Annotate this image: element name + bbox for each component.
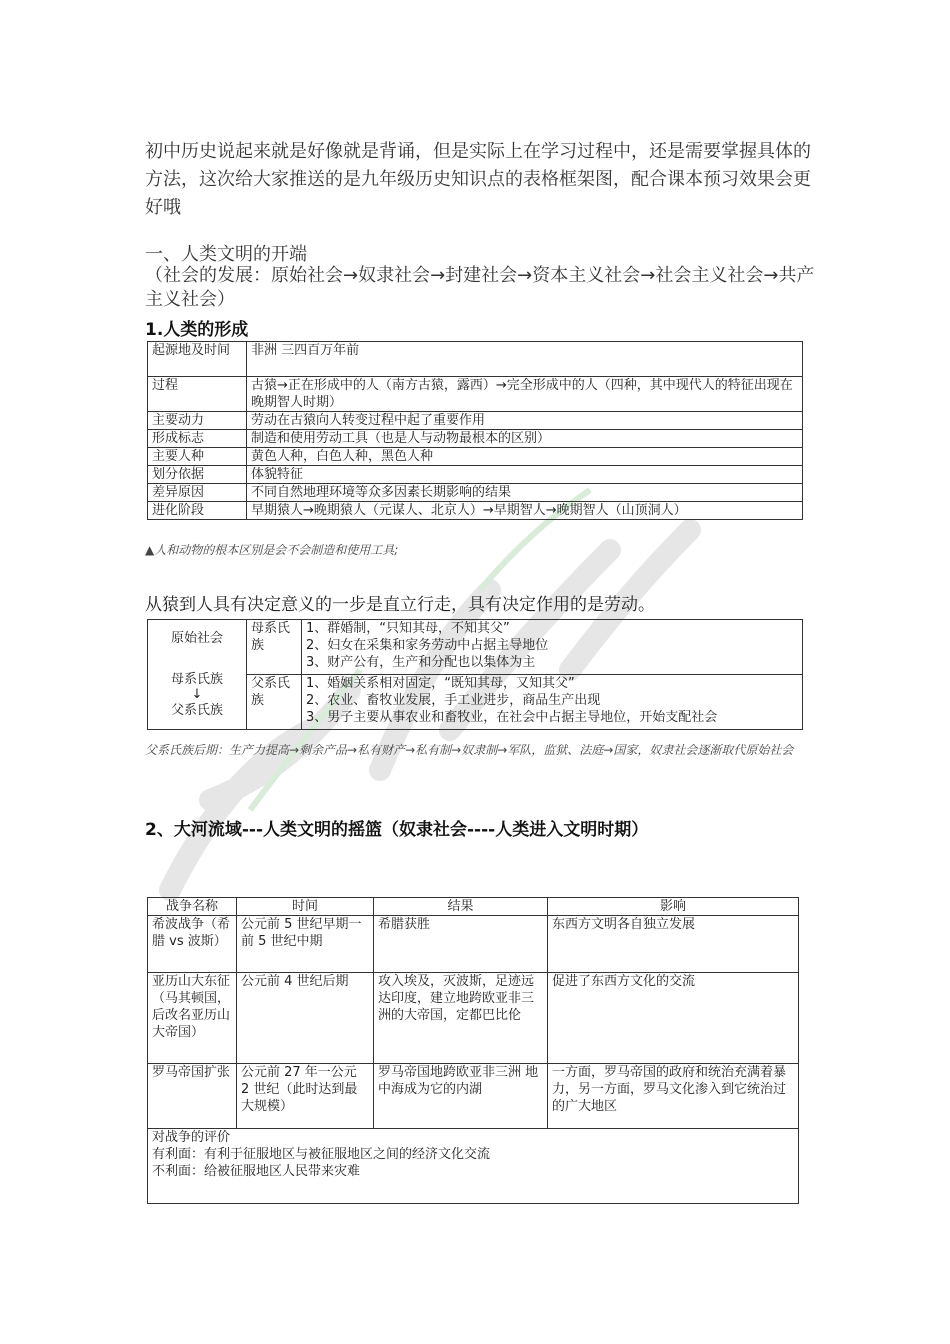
table-footnote: ▲人和动物的根本区别是会不会制造和使用工具;	[145, 543, 399, 557]
key-statement: 从猿到人具有决定意义的一步是直立行走，具有决定作用的是劳动。	[145, 595, 655, 615]
evaluation-title: 对战争的评价	[152, 1130, 231, 1145]
mother-clan-label: 母系氏族	[247, 620, 302, 675]
table-row	[148, 1129, 799, 1204]
table-key: 过程	[148, 377, 247, 412]
table-row	[148, 973, 799, 1064]
table-value: 不同自然地理环境等众多因素长期影响的结果	[247, 484, 803, 502]
war-name: 罗马帝国扩张	[148, 1064, 237, 1129]
down-arrow-icon: ↓	[191, 687, 203, 702]
section1-title: 一、人类文明的开端	[145, 244, 307, 265]
father-clan-items	[302, 675, 803, 730]
clan-society-table	[147, 619, 803, 730]
war-result: 希腊获胜	[374, 916, 548, 973]
war-time: 公元前 5 世纪早期一前 5 世纪中期	[237, 916, 374, 973]
column-header: 影响	[548, 898, 799, 916]
war-result: 攻入埃及，灭波斯，足迹远达印度，建立地跨欧亚非三洲的大帝国，定都巴比伦	[374, 973, 548, 1064]
table-value: 古猿→正在形成中的人（南方古猿，露西）→完全形成中的人（四种，其中现代人的特征出现在晚期智人时期）	[247, 377, 803, 412]
table-row	[148, 620, 803, 675]
table-row	[148, 916, 799, 973]
mother-clan-items	[302, 620, 803, 675]
table-key: 进化阶段	[148, 502, 247, 520]
intro-paragraph: 初中历史说起来就是好像就是背诵，但是实际上在学习过程中，还是需要掌握具体的方法，这次给大家推送的是九年级历史知识点的表格框架图，配合课本预习效果会更好哦	[145, 141, 811, 218]
list-item: 2、妇女在采集和家务劳动中占据主导地位	[306, 638, 549, 653]
table-key: 主要动力	[148, 412, 247, 430]
column-header: 时间	[237, 898, 374, 916]
label-patriarchal: 父系氏族	[170, 703, 223, 718]
war-evaluation	[148, 1129, 799, 1204]
human-formation-table	[147, 341, 803, 520]
war-name: 亚历山大东征（马其顿国，后改名亚历山大帝国）	[148, 973, 237, 1064]
war-effect: 一方面，罗马帝国的政府和统治充满着暴力，另一方面，罗马文化渗入到它统治过的广大地区	[548, 1064, 799, 1129]
table-value: 非洲 三四百万年前	[247, 342, 803, 377]
evaluation-con: 不利面：给被征服地区人民带来灾难	[152, 1164, 361, 1179]
table-row	[148, 377, 803, 412]
table-header-row	[148, 898, 799, 916]
table-key: 起源地及时间	[148, 342, 247, 377]
column-header: 结果	[374, 898, 548, 916]
war-name: 希波战争（希腊 vs 波斯）	[148, 916, 237, 973]
table-key: 形成标志	[148, 430, 247, 448]
table-row	[148, 412, 803, 430]
column-header: 战争名称	[148, 898, 237, 916]
father-clan-label: 父系氏族	[247, 675, 302, 730]
table-key: 主要人种	[148, 448, 247, 466]
section1-subtitle: 1.人类的形成	[145, 320, 249, 340]
table-value: 体貌特征	[247, 466, 803, 484]
label-matriarchal: 母系氏族	[170, 672, 223, 687]
table-row	[148, 448, 803, 466]
table-value: 早期猿人→晚期猿人（元谋人、北京人）→早期智人→晚期智人（山顶洞人）	[247, 502, 803, 520]
table-row	[148, 675, 803, 730]
list-item: 2、农业、畜牧业发展，手工业进步，商品生产出现	[306, 693, 601, 708]
section1-note: （社会的发展：原始社会→奴隶社会→封建社会→资本主义社会→社会主义社会→共产主义社会）	[145, 265, 815, 310]
list-item: 3、财产公有，生产和分配也以集体为主	[306, 655, 536, 670]
table-value: 制造和使用劳动工具（也是人与动物最根本的区别）	[247, 430, 803, 448]
evaluation-pro: 有利面：有利于征服地区与被征服地区之间的经济文化交流	[152, 1147, 491, 1162]
table-row	[148, 484, 803, 502]
list-item: 3、男子主要从事农业和畜牧业，在社会中占据主导地位，开始支配社会	[306, 710, 718, 725]
war-effect: 促进了东西方文化的交流	[548, 973, 799, 1064]
table-row	[148, 1064, 799, 1129]
table-row	[148, 502, 803, 520]
table-row	[148, 342, 803, 377]
clan-footnote: 父系氏族后期：生产力提高→剩余产品→私有财产→私有制→奴隶制→军队，监狱、法庭→国家，奴隶社会逐渐取代原始社会	[145, 743, 794, 757]
table-row	[148, 466, 803, 484]
list-item: 1、婚姻关系相对固定，“既知其母，又知其父”	[306, 676, 575, 691]
war-time: 公元前 27 年一公元 2 世纪（此时达到最大规模）	[237, 1064, 374, 1129]
list-item: 1、群婚制，“只知其母，不知其父”	[306, 621, 510, 636]
table-value: 劳动在古猿向人转变过程中起了重要作用	[247, 412, 803, 430]
section2-title: 2、大河流域---人类文明的摇篮（奴隶社会----人类进入文明时期）	[145, 820, 649, 840]
war-result: 罗马帝国地跨欧亚非三洲 地中海成为它的内湖	[374, 1064, 548, 1129]
table-row	[148, 430, 803, 448]
table-value: 黄色人种，白色人种，黑色人种	[247, 448, 803, 466]
label-primitive-society: 原始社会	[170, 631, 223, 646]
table-key: 划分依据	[148, 466, 247, 484]
war-effect: 东西方文明各自独立发展	[548, 916, 799, 973]
wars-table	[147, 897, 799, 1204]
war-time: 公元前 4 世纪后期	[237, 973, 374, 1064]
table-key: 差异原因	[148, 484, 247, 502]
clan-left-cell	[148, 620, 247, 730]
